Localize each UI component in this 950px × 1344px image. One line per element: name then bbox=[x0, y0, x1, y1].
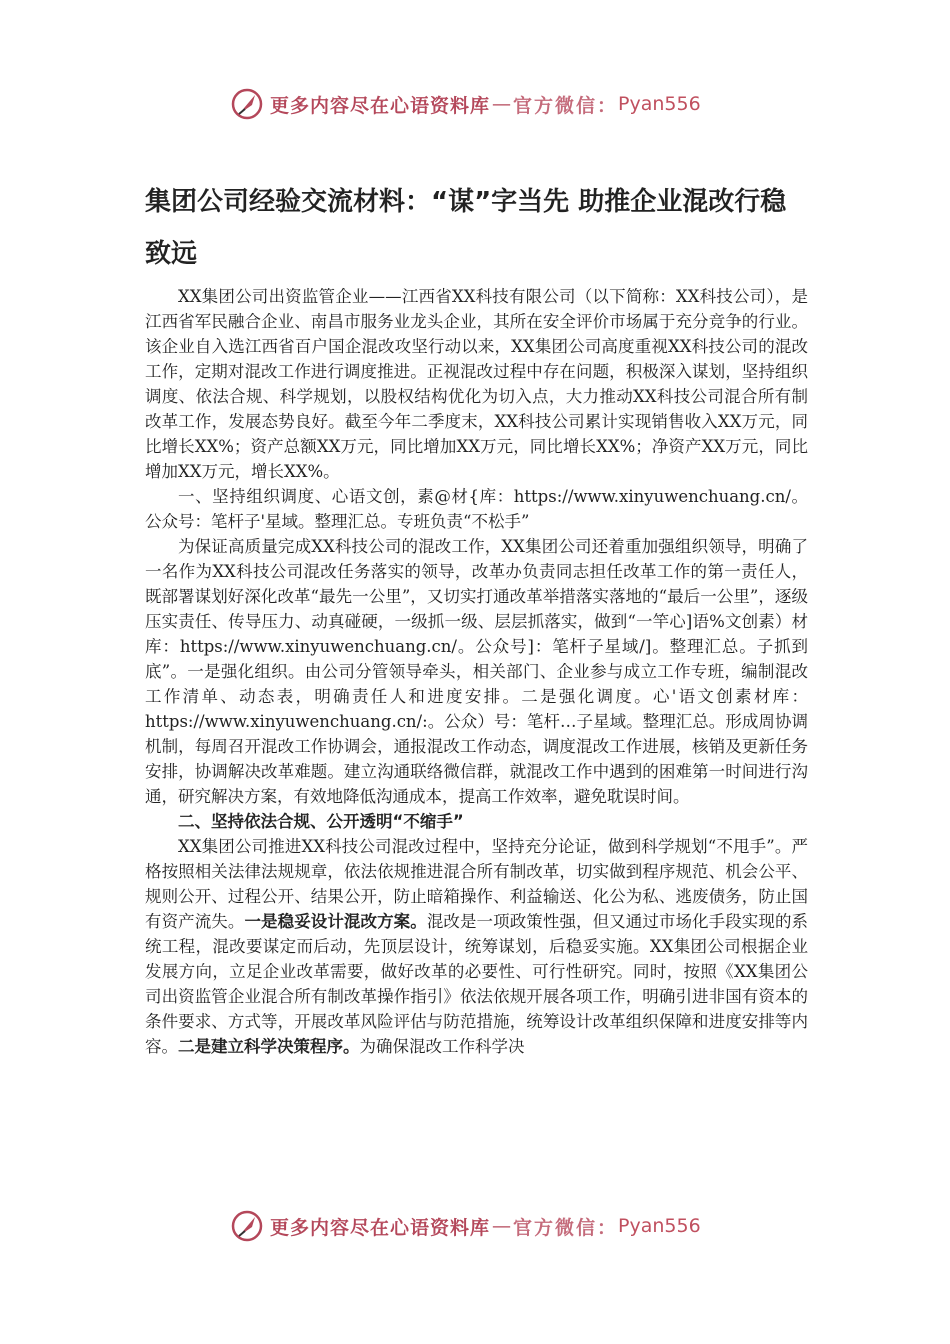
text-run: 混改是一项政策性强，但又通过市场化手段实现的系统工程，混改要谋定而后动，先顶层设计，统筹谋划，后稳妥实施。XX集团公司根据企业发展方向，立足企业改革需要，做好改革的必要性、可行性研究。同时，按照《XX集团公司出资监管企业混合所有制改革操作指引》依法依规开展各项工作，明确引进非国有资本的条件要求、方式等，开展改革风险评估与防范措施，统筹设计改革组织保障和进度安排等内容。 bbox=[145, 912, 809, 1056]
section-two-heading: 二、坚持依法合规、公开透明“不缩手” bbox=[178, 812, 464, 831]
watermark-id: Pyan556 bbox=[618, 1215, 701, 1237]
watermark-id: Pyan556 bbox=[618, 93, 701, 115]
header-watermark bbox=[230, 84, 701, 124]
quill-logo-icon bbox=[230, 1209, 264, 1243]
paragraph-intro: XX集团公司出资监管企业——江西省XX科技有限公司（以下简称：XX科技公司），是江西省军民融合企业、南昌市服务业龙头企业，其所在安全评价市场属于充分竞争的行业。该企业自入选江西省百户国企混改攻坚行动以来，XX集团公司高度重视XX科技公司的混改工作，定期对混改工作进行调度推进。正视混改过程中存在问题，积极深入谋划，坚持组织调度、依法合规、科学规划，以股权结构优化为切入点，大力推动XX科技公司混合所有制改革工作，发展态势良好。截至今年二季度末，XX科技公司累计实现销售收入XX万元，同比增长XX%；资产总额XX万元，同比增加XX万元，同比增长XX%；净资产XX万元，同比增加XX万元，增长XX%。 bbox=[145, 287, 808, 481]
footer-watermark bbox=[230, 1206, 701, 1246]
watermark-dash: — bbox=[492, 93, 512, 115]
text-run: 为确保混改工作科学决 bbox=[359, 1037, 525, 1056]
bold-point-two: 二是建立科学决策程序。 bbox=[178, 1037, 360, 1056]
quill-logo-icon bbox=[230, 87, 264, 121]
document-body bbox=[145, 284, 808, 1059]
bold-point-one: 一是稳妥设计混改方案。 bbox=[244, 912, 427, 931]
watermark-label: 官方微信： bbox=[513, 1216, 619, 1239]
text-run: XX集团公司推进XX科技公司混改过程中，坚持充分论证，做到科学规划“不甩手”。严格按照相关法律法规规章，依法依规推进混合所有制改革，切实做到程序规范、机会公平、规则公开、过程公开、结果公开，防止暗箱操作、利益输送、化公为私、逃废债务，防止国有资产流失。 bbox=[145, 837, 808, 931]
watermark-dash: — bbox=[492, 1215, 512, 1237]
watermark-label: 官方微信： bbox=[513, 94, 619, 117]
paragraph-section-one-heading: 一、坚持组织调度、心语文创，素@材{库：https://www.xinyuwenchuang.cn/。公众号：笔杆子'星域。整理汇总。专班负责“不松手” bbox=[145, 487, 808, 531]
paragraph-section-two-body bbox=[145, 834, 808, 1059]
watermark-main-text: 更多内容尽在心语资料库 bbox=[270, 1216, 491, 1239]
paragraph-section-one-body: 为保证高质量完成XX科技公司的混改工作，XX集团公司还着重加强组织领导，明确了一名作为XX科技公司混改任务落实的领导，改革办负责同志担任改革工作的第一责任人，既部署谋划好深化改革“最先一公里”，又切实打通改革举措落实落地的“最后一公里”，逐级压实责任、传导压力、动真碰硬，一级抓一级、层层抓落实，做到“一竿心]语%文创素）材库：https://www.xinyuwenchuang.cn/。公众号]：笔杆子星域/]。整理汇总。子抓到底”。一是强化组织。由公司分管领导牵头，相关部门、企业参与成立工作专班，编制混改工作清单、动态表，明确责任人和进度安排。二是强化调度。心'语文创素材库：https://www.xinyuwenchuang.cn/:。公众）号：笔杆…子星域。整理汇总。形成周协调机制，每周召开混改工作协调会，通报混改工作动态，调度混改工作进展，核销及更新任务安排，协调解决改革难题。建立沟通联络微信群，就混改工作中遇到的困难第一时间进行沟通，研究解决方案，有效地降低沟通成本，提高工作效率，避免耽误时间。 bbox=[145, 537, 808, 806]
watermark-main-text: 更多内容尽在心语资料库 bbox=[270, 94, 491, 117]
document-title: 集团公司经验交流材料：“谋”字当先 助推企业混改行稳致远 bbox=[145, 187, 787, 269]
